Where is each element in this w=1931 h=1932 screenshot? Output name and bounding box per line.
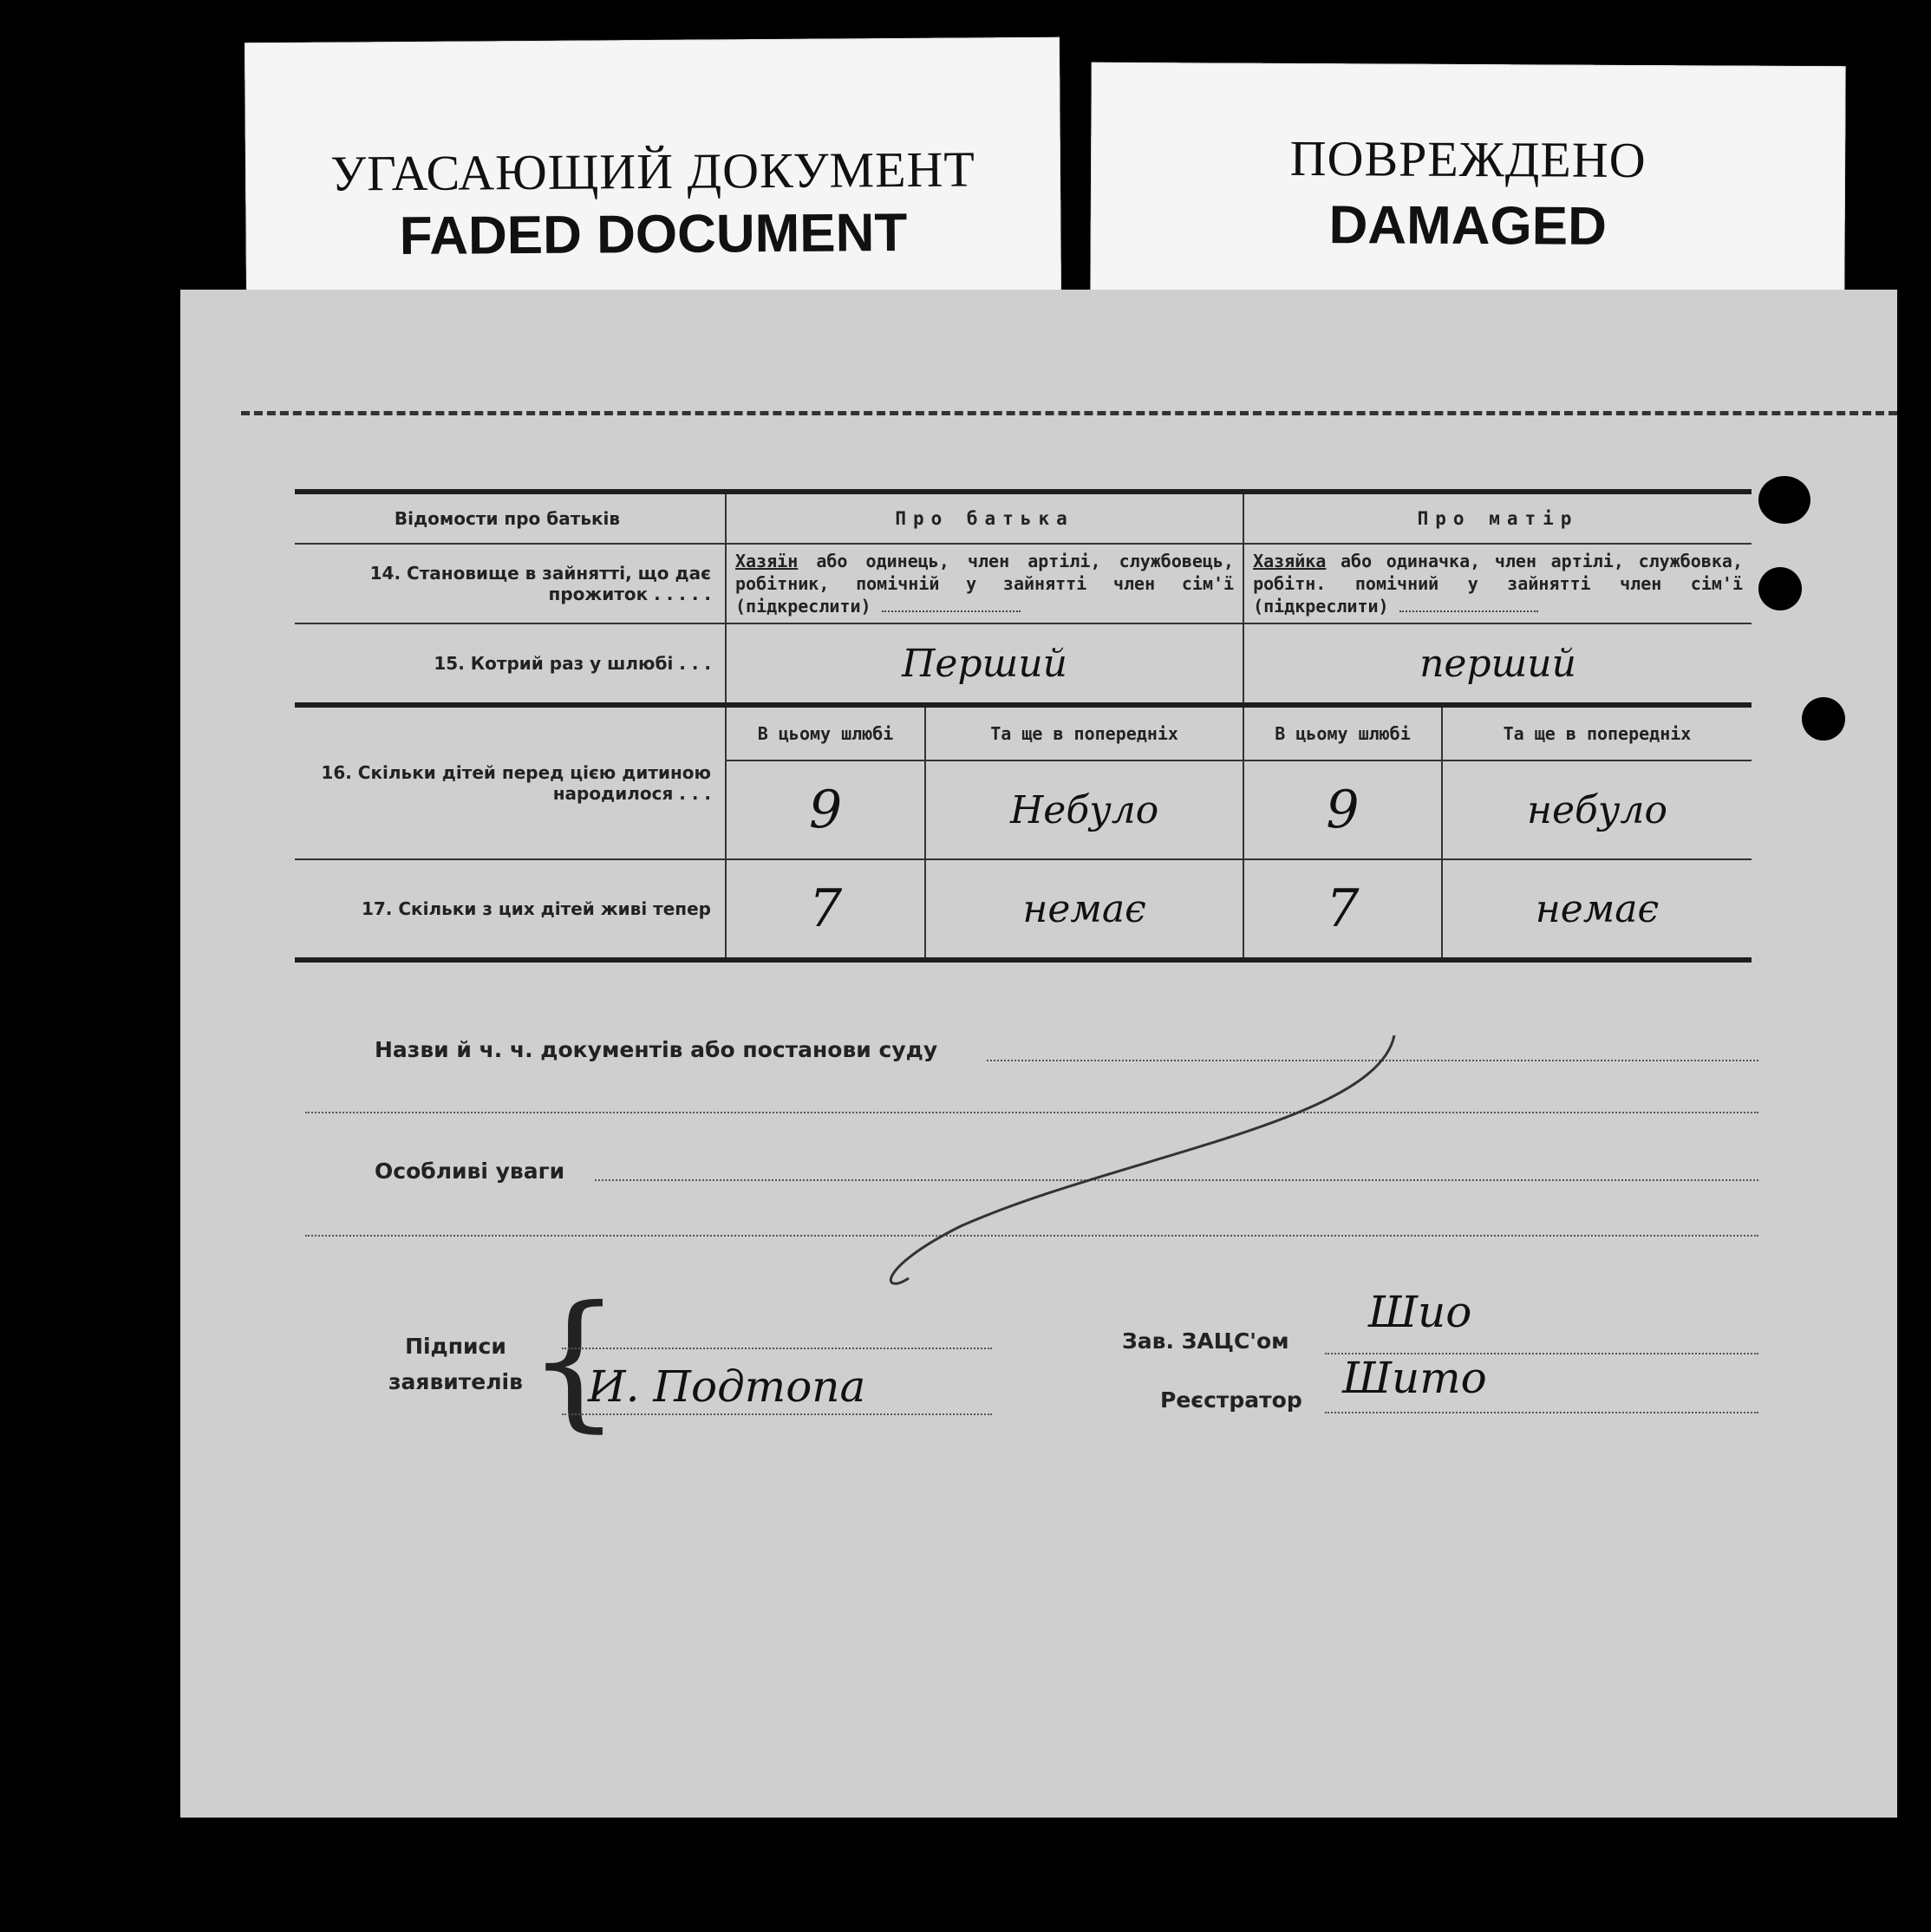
q14-mother-cell [1243,544,1752,623]
row-marriage-count [295,623,1752,705]
q14-mother-underlined: Хазяйка [1253,551,1327,571]
dotted-fill [882,605,1021,612]
punch-hole [1758,476,1810,524]
header-mother: Про матір [1243,492,1752,544]
sub-mother-prev: Та ще в попередніх [1442,705,1752,760]
head-signature: Шио [1368,1287,1472,1337]
perforation-line [241,411,1897,415]
q17-father-this: 7 [726,859,925,960]
q16-father-prev: Небуло [925,760,1243,859]
q16-mother-prev: небуло [1442,760,1752,859]
applicant-signature-line-1 [562,1348,992,1349]
damaged-label [1090,62,1845,299]
documents-label: Назви й ч. ч. документів або постанови суду [375,1037,938,1062]
registrar-signature: Шито [1342,1353,1487,1403]
damaged-label-ru: ПОВРЕЖДЕНО [1289,129,1647,189]
q14-father-text: або одинець, член артілі, службовець, робітник, помічній у зайнятті член сім'ї (підкреслити) [735,551,1235,617]
punch-hole [1758,567,1802,610]
registrar-signature-line [1325,1412,1758,1413]
q14-father-cell [726,544,1243,623]
faded-document-label [245,37,1061,304]
registrar-label: Реєстратор [1160,1387,1302,1413]
row-subheaders [295,705,1752,760]
applicant-signature: И. Подтопа [588,1361,866,1412]
q16-mother-this: 9 [1243,760,1442,859]
row-children-alive [295,859,1752,960]
sub-father-this: В цьому шлюбі [726,705,925,760]
q15-father-answer: Перший [726,623,1243,705]
punch-hole [1802,697,1845,741]
q17-mother-prev: немає [1442,859,1752,960]
notes-label: Особливі уваги [375,1159,565,1184]
sub-father-prev: Та ще в попередніх [925,705,1243,760]
table-header-row [295,492,1752,544]
brace: { [527,1275,622,1446]
q15-mother-answer: перший [1243,623,1752,705]
sub-mother-this: В цьому шлюбі [1243,705,1442,760]
applicants-line2: заявителів [388,1369,523,1394]
q15-label: 15. Котрий раз у шлюбі . . . [295,623,726,705]
applicant-signature-line-2 [562,1413,992,1415]
faded-label-en: FADED DOCUMENT [399,202,908,267]
row-occupation [295,544,1752,623]
q14-father-underlined: Хазяїн [735,551,799,571]
head-label: Зав. ЗАЦС'ом [1122,1328,1289,1354]
damaged-label-en: DAMAGED [1328,195,1608,257]
faded-label-ru: УГАСАЮЩИЙ ДОКУМЕНТ [329,140,976,202]
q17-father-prev: немає [925,859,1243,960]
q17-label: 17. Скільки з цих дітей живі тепер [295,859,726,960]
strike-through-stroke [857,1018,1412,1296]
q16-label: 16. Скільки дітей перед цією дитиною народилося . . . [295,705,726,859]
parents-info-table [295,489,1752,963]
q17-mother-this: 7 [1243,859,1442,960]
applicants-line1: Підписи [405,1334,506,1359]
header-father: Про батька [726,492,1243,544]
header-info: Відомости про батьків [295,492,726,544]
applicants-label [388,1334,523,1394]
dotted-fill [1399,605,1538,612]
form-sheet [180,290,1897,1818]
q14-label: 14. Становище в зайнятті, що дає прожиток . . . . . [295,544,726,623]
q16-father-this: 9 [726,760,925,859]
q14-mother-text: або одиначка, член артілі, службовка, робітн. помічний у зайнятті член сім'ї (підкреслити) [1253,551,1743,617]
